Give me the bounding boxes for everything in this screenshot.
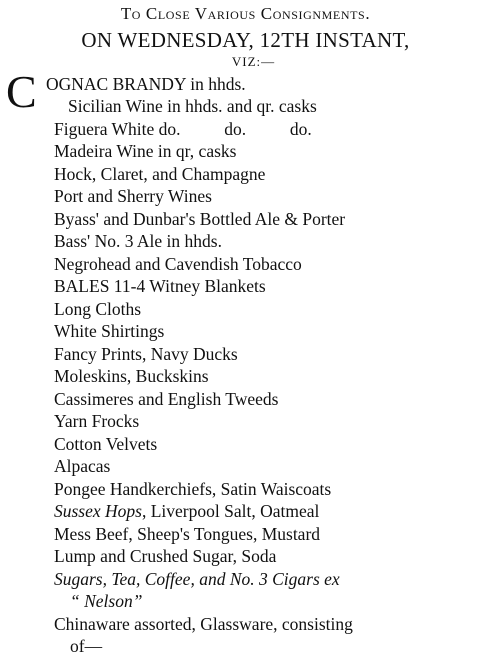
sussex-hops-text: Sussex Hops [54,501,142,521]
list-item: Sugars, Tea, Coffee, and No. 3 Cigars ex [54,569,340,589]
list-item: Alpacas [54,456,111,476]
list-item: Hock, Claret, and Champagne [54,164,266,184]
list-item-continuation: “ Nelson” [70,591,143,611]
list-item: Chinaware assorted, Glassware, consisting [54,614,353,634]
list-item: BALES 11-4 Witney Blankets [54,276,266,296]
list-item: Cassimeres and English Tweeds [54,389,279,409]
sussex-rest-text: , Liverpool Salt, Oatmeal [141,501,320,521]
sale-date-line: ON WEDNESDAY, 12TH INSTANT, [81,28,410,52]
list-item: Byass' and Dunbar's Bottled Ale & Porter [54,209,346,229]
list-item: Figuera White do. do. do. [54,119,312,139]
list-item: Sicilian Wine in hhds. and qr. casks [68,96,317,116]
list-item: White Shirtings [54,321,165,341]
list-item: Moleskins, Buckskins [54,366,209,386]
viz-line: VIZ:— [231,54,276,69]
list-item: Cotton Velvets [54,434,158,454]
list-item: Bass' No. 3 Ale in hhds. [54,231,222,251]
list-item: OGNAC BRANDY in hhds. [46,74,246,94]
list-item: Fancy Prints, Navy Ducks [54,344,238,364]
list-item: Pongee Handkerchiefs, Satin Waiscoats [54,479,332,499]
list-item: Long Cloths [54,299,142,319]
list-item: Mess Beef, Sheep's Tongues, Mustard [54,524,321,544]
list-item: Lump and Crushed Sugar, Soda [54,546,277,566]
drop-cap: C [6,66,37,117]
list-item: Madeira Wine in qr, casks [54,141,237,161]
list-item: Negrohead and Cavendish Tobacco [54,254,302,274]
notice-subtitle: To Close Various Consignments. [120,4,371,23]
list-item: Yarn Frocks [54,411,140,431]
list-item [54,500,319,522]
list-item: Port and Sherry Wines [54,186,212,206]
list-item-continuation: of— [70,636,103,656]
